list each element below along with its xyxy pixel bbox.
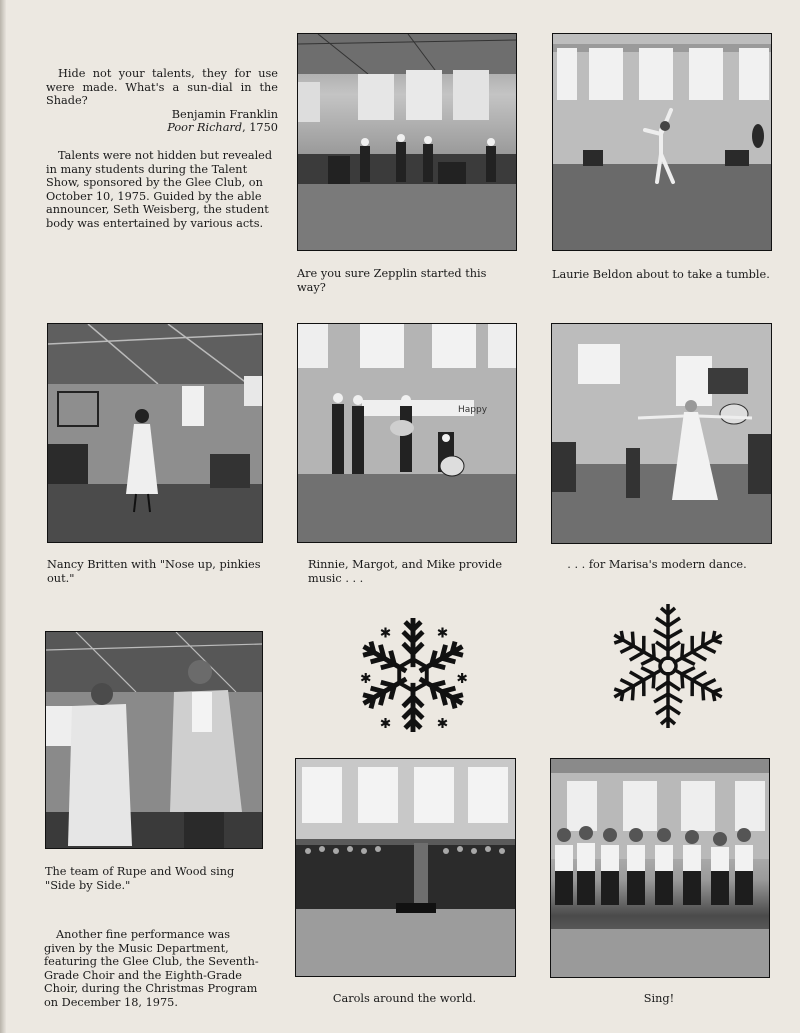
caption-tumble: Laurie Beldon about to take a tumble.	[552, 268, 770, 281]
talent-show-intro: Talents were not hidden but revealed in many students during the Talent Show, sponsored by the Glee Club, on October 10, 1975. Guided by the able announcer, Seth Weisberg, the student body was entertained by various acts.	[46, 149, 273, 230]
photo-sing	[550, 758, 770, 978]
caption-band: Are you sure Zepplin started this way?	[297, 267, 487, 294]
caption-trio: Rinnie, Margot, and Mike provide music . . .	[308, 558, 503, 585]
photo-tumble	[552, 33, 772, 251]
caption-nancy: Nancy Britten with "Nose up, pinkies out."	[47, 558, 261, 585]
photo-nancy	[47, 323, 263, 543]
snowflake-right-icon	[608, 600, 728, 732]
caption-dance: . . . for Marisa's modern dance.	[567, 558, 747, 571]
quote-source	[46, 121, 278, 135]
page-binding	[0, 0, 6, 1033]
svg-text:✱: ✱	[456, 670, 468, 687]
caption-duo: The team of Rupe and Wood sing "Side by Side."	[45, 865, 235, 892]
svg-text:✱: ✱	[359, 670, 372, 687]
svg-text:✱: ✱	[379, 716, 392, 733]
quote-source-title: Poor Richard	[167, 121, 243, 134]
caption-carols: Carols around the world.	[332, 992, 477, 1005]
caption-sing: Sing!	[643, 992, 675, 1005]
quote-text: Hide not your talents, they for use were made. What's a sun-dial in the Shade?	[46, 67, 278, 107]
christmas-program-text: Another fine performance was given by the Music Department, featuring the Glee Club, the Seventh-Grade Choir and the Eighth-Grade Choir, during the Christmas Program on December 18, 1975.	[44, 928, 259, 1009]
franklin-quote	[46, 67, 278, 135]
photo-duo	[45, 631, 263, 849]
photo-trio	[297, 323, 517, 543]
quote-source-year: , 1750	[242, 121, 278, 134]
svg-text:✱: ✱	[379, 625, 392, 642]
photo-carols	[295, 758, 516, 977]
photo-dance	[551, 323, 772, 544]
snowflake-left-icon	[354, 614, 472, 736]
quote-author: Benjamin Franklin	[171, 107, 278, 121]
sign-text: Happy	[458, 405, 488, 415]
photo-band	[297, 33, 517, 251]
svg-text:✱: ✱	[436, 625, 449, 642]
svg-text:✱: ✱	[436, 716, 449, 733]
